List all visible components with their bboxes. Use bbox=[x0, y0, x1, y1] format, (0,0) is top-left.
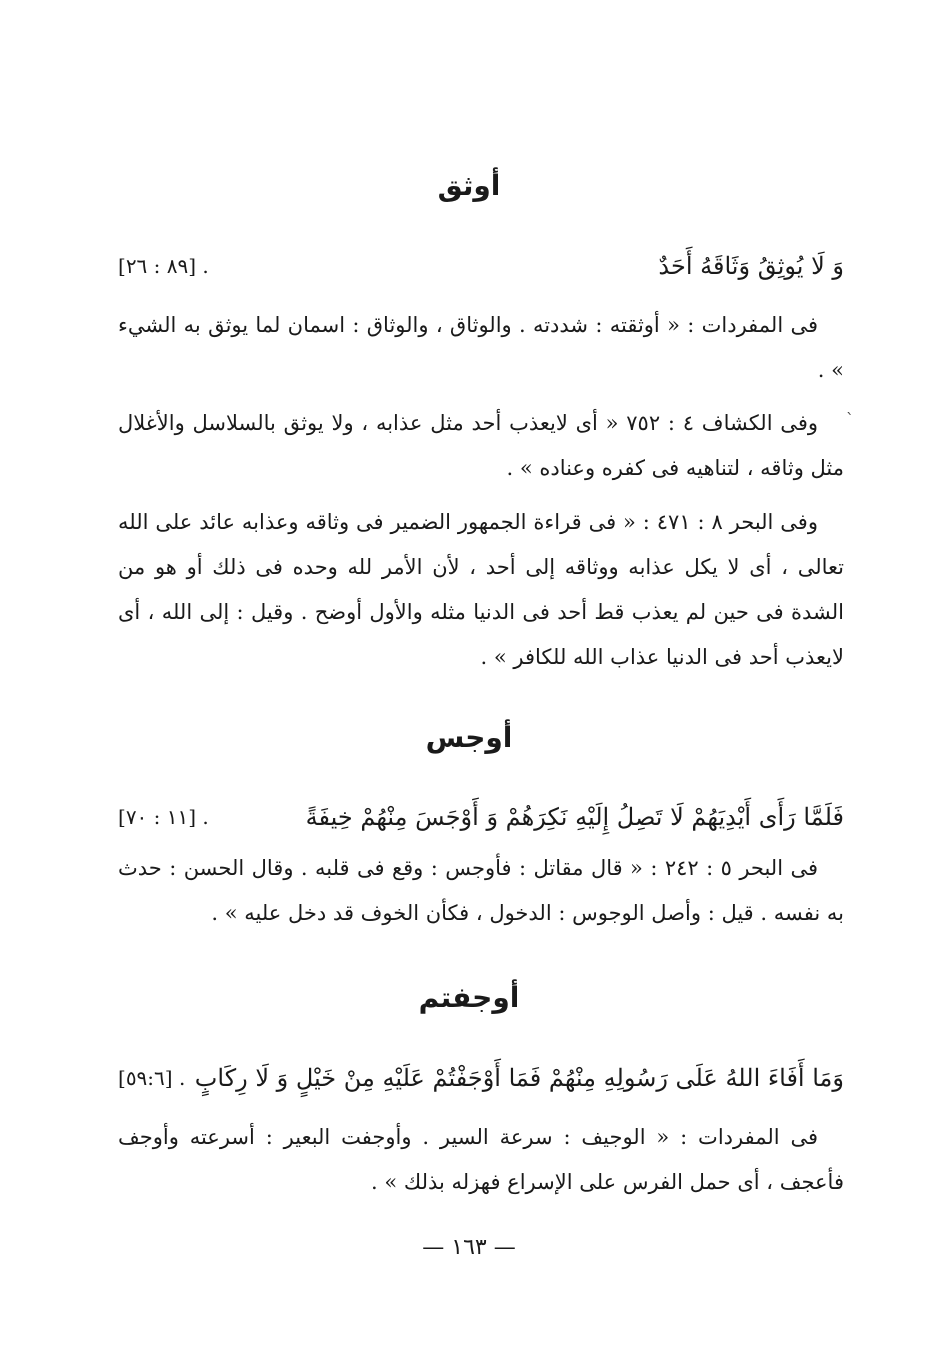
verse-text: فَلَمَّا رَأَى أَيْدِيَهُمْ لَا تَصِلُ إِلَيْهِ نَكِرَهُمْ وَ أَوْجَسَ مِنْهُمْ خِيفَةً bbox=[305, 803, 844, 831]
entry-heading: أوثق bbox=[437, 169, 501, 202]
commentary-paragraph: فى البحر ٥ : ٢٤٢ : « قال مقاتل : فأوجس : وقع فى قلبه . وقال الحسن : حدث به نفسه . قيل : وأصل الوجوس : الدخول ، فكأن الخوف قد دخل عليه » . bbox=[118, 856, 844, 925]
verse-reference: [٥٩:٦] . bbox=[118, 1066, 186, 1090]
quran-verse bbox=[118, 246, 844, 286]
margin-mark: ˋ bbox=[846, 410, 854, 429]
verse-reference: [١١ : ٧٠] . bbox=[118, 805, 209, 829]
quran-verse bbox=[118, 1058, 844, 1098]
commentary-paragraph: وفى البحر ٨ : ٤٧١ : « فى قراءة الجمهور الضمير فى وثاقه وعذابه عائد على الله تعالى ، أى لا يكل عذابه ووثاقه إلى أحد ، لأن الأمر لله وحده فى ذلك أو هو من الشدة فى حين لم يعذب قط أحد فى الدنيا مثله والأول أوضح . وقيل : إلى الله ، أى لايعذب أحد فى الدنيا عذاب الله للكافر » . bbox=[118, 510, 844, 669]
commentary-paragraph: وفى الكشاف ٤ : ٧٥٢ « أى لايعذب أحد مثل عذابه ، ولا يوثق بالسلاسل والأغلال مثل وثاقه ، لتناهيه فى كفره وعناده » . bbox=[118, 411, 844, 480]
commentary-paragraph: فى المفردات : « أوثقته : شددته . والوثاق ، والوثاق : اسمان لما يوثق به الشيء » . bbox=[118, 313, 844, 382]
commentary-paragraph: فى المفردات : « الوجيف : سرعة السير . وأوجفت البعير : أسرعته وأوجف فأعجف ، أى حمل الفرس على الإسراع فهزله بذلك » . bbox=[118, 1125, 844, 1194]
entry-heading: أوجس bbox=[425, 721, 513, 754]
verse-text: وَمَا أَفَاءَ اللهُ عَلَى رَسُولِهِ مِنْهُمْ فَمَا أَوْجَفْتُمْ عَلَيْهِ مِنْ خَيْلٍ وَ لَا رِكَابٍ bbox=[194, 1064, 844, 1092]
verse-reference: [٨٩ : ٢٦] . bbox=[118, 254, 209, 278]
verse-text: وَ لَا يُوثِقُ وَثَاقَهُ أَحَدٌ bbox=[658, 252, 844, 280]
page-number: — ١٦٣ — bbox=[422, 1235, 516, 1260]
entry-heading: أوجفتم bbox=[418, 981, 520, 1014]
quran-verse bbox=[118, 797, 844, 837]
